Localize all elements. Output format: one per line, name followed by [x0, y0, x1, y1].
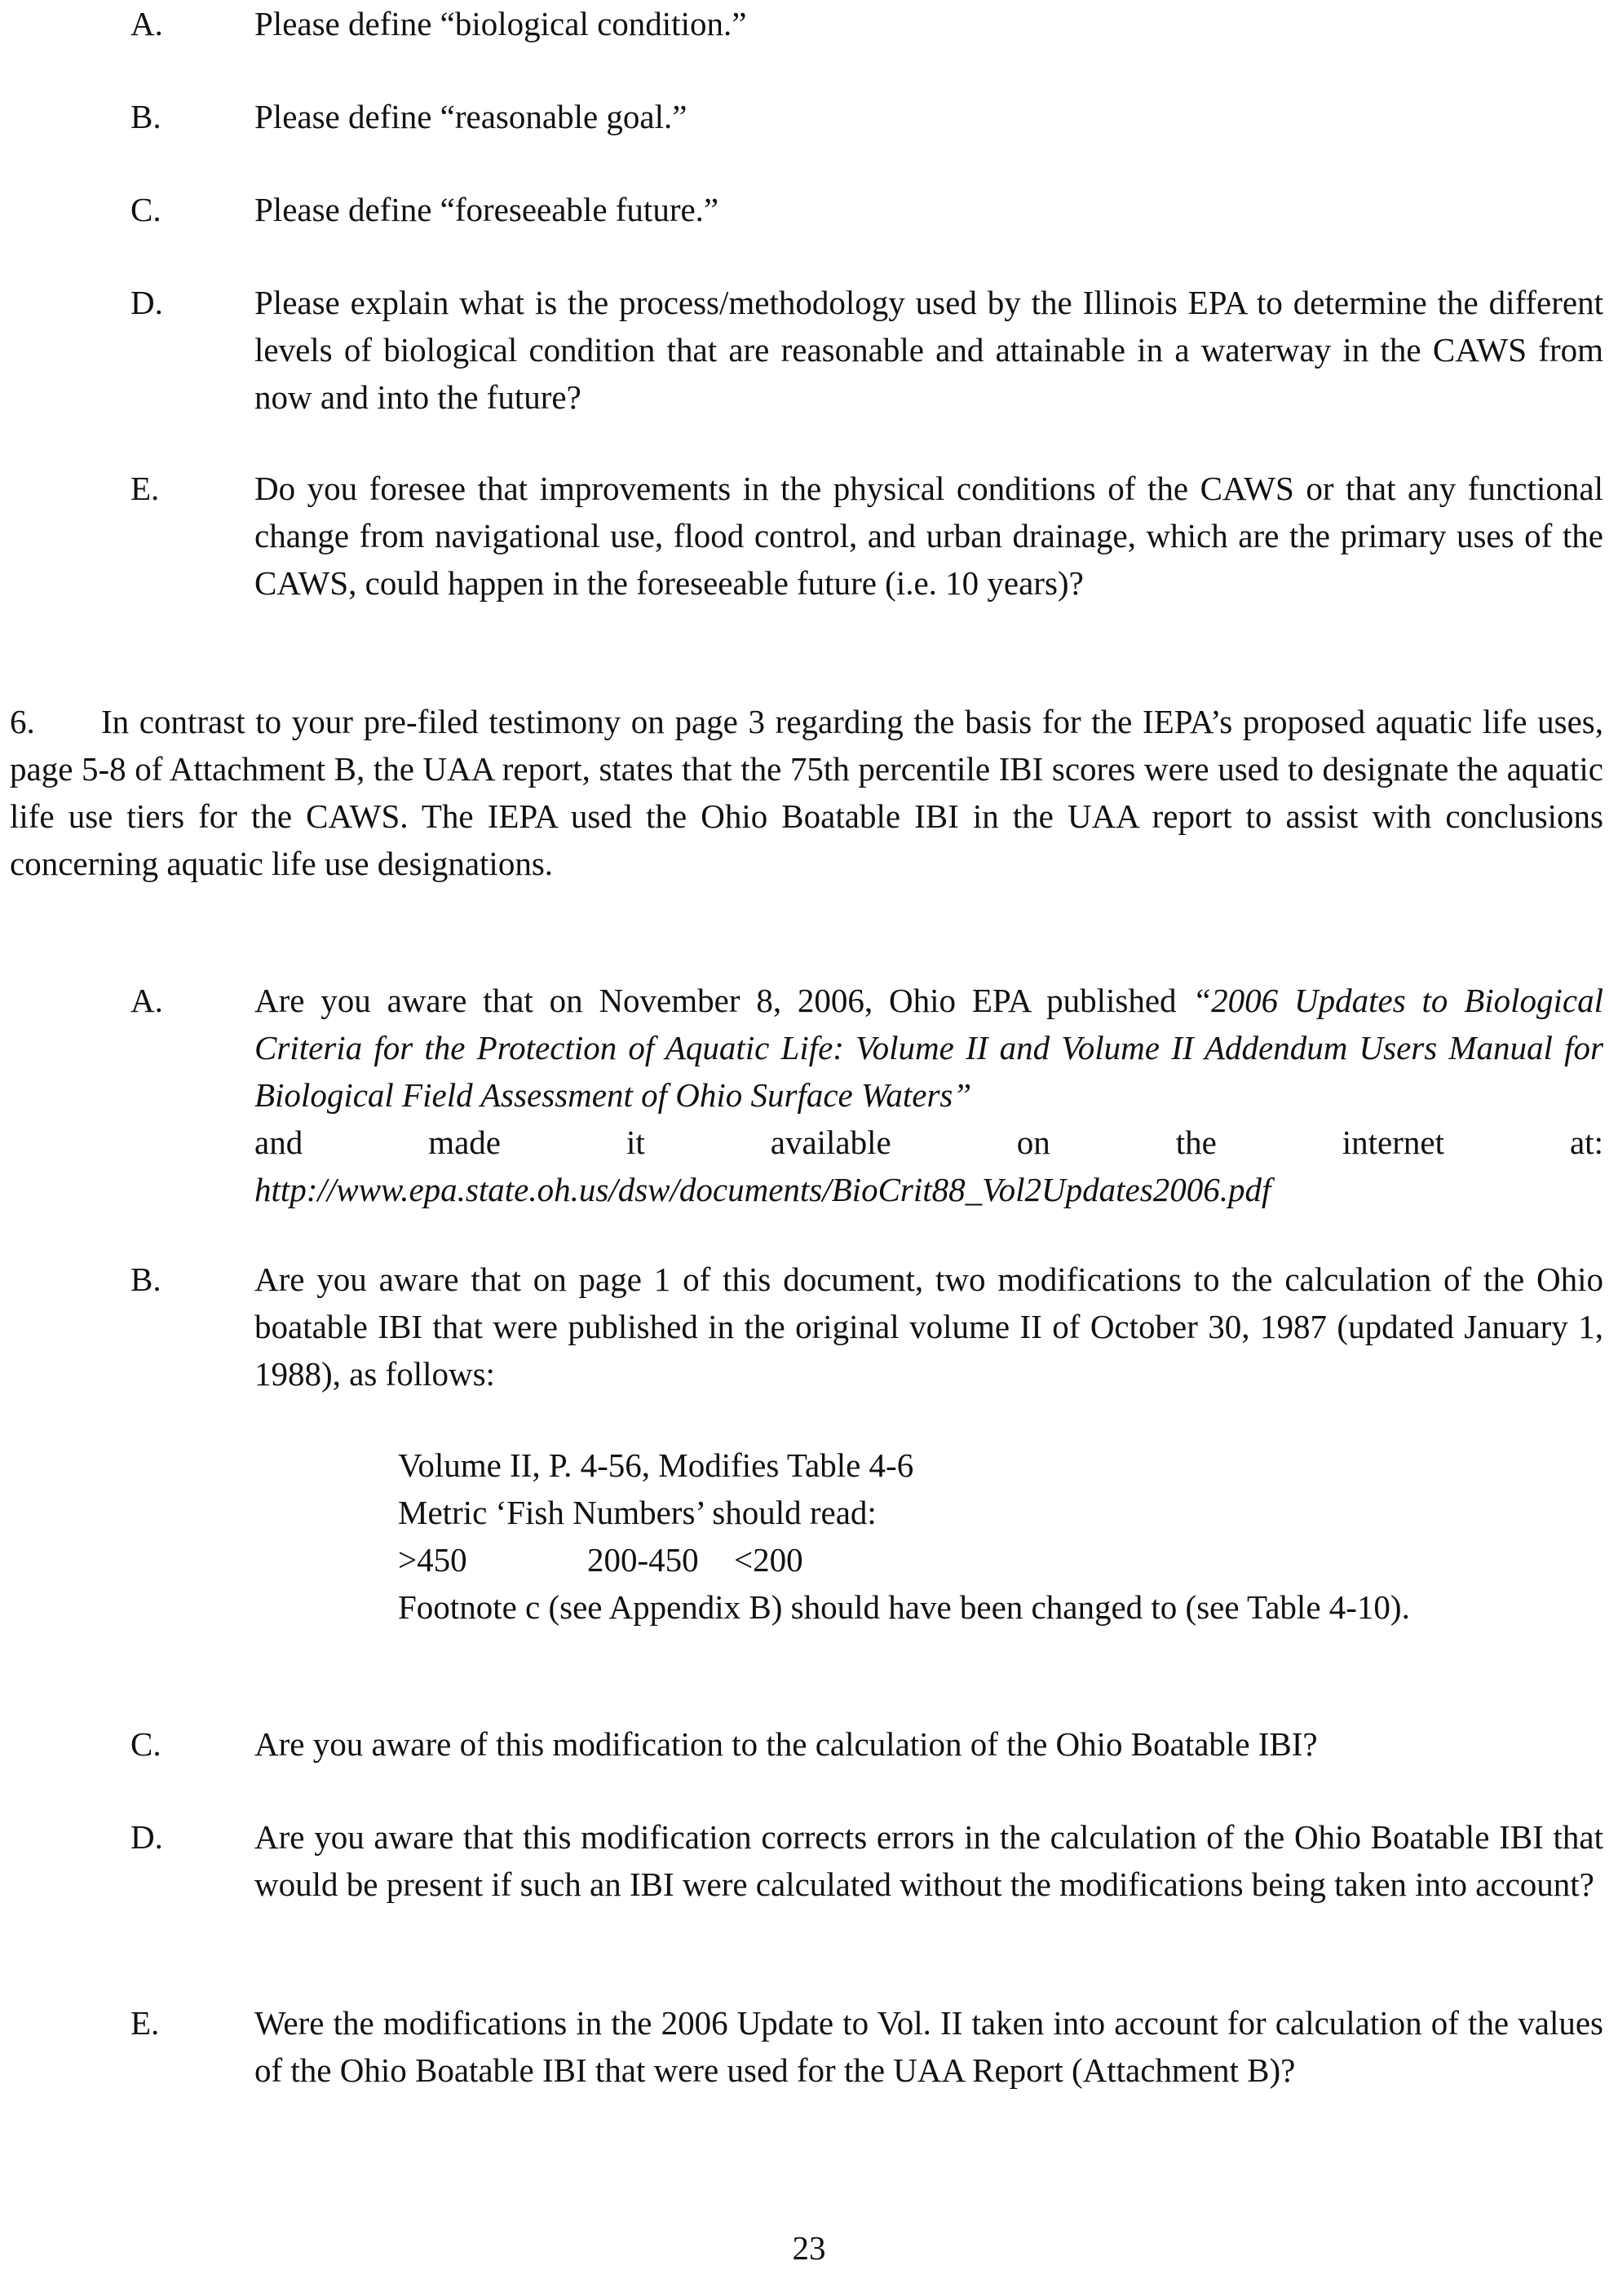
- availability-line: [254, 1119, 1603, 1166]
- item-letter: E.: [130, 2004, 160, 2042]
- word: made: [428, 1124, 501, 1161]
- page-number: 23: [792, 2229, 826, 2267]
- item-text: Were the modifications in the 2006 Update to Vol. II taken into account for calculation of the values of the Ohio Boatable IBI that were used for the UAA Report (Attachment B)?: [254, 2004, 1603, 2089]
- word: and: [254, 1124, 303, 1161]
- quote-line-1: Volume II, P. 4-56, Modifies Table 4-6: [398, 1446, 914, 1484]
- item-letter: E.: [130, 470, 160, 507]
- threshold-high: >450: [398, 1541, 467, 1578]
- item-text: Are you aware that this modification corrects errors in the calculation of the Ohio Boatable IBI that would be present if such an IBI were calculated without the modifications being taken into account?: [254, 1818, 1603, 1903]
- word: it: [626, 1124, 645, 1161]
- document-title: “2006 Updates to Biological Criteria for the Protection of Aquatic Life: Volume II and Volume II Addendum Users Manual for Biological Field Assessment of Ohio Surface Waters”: [254, 982, 1604, 1114]
- question-6: [10, 698, 1603, 887]
- question-text: In contrast to your pre-filed testimony on page 3 regarding the basis for the IEPA’s proposed aquatic life uses, page 5-8 of Attachment B, the UAA report, states that the 75th percentile IBI scores were used to designate the aquatic life use tiers for the CAWS. The IEPA used the Ohio Boatable IBI in the UAA report to assist with conclusions concerning aquatic life use designations.: [10, 703, 1603, 882]
- item-text: Do you foresee that improvements in the physical conditions of the CAWS or that any functional change from navigational use, flood control, and urban drainage, which are the primary uses of the CAWS, could happen in the foreseeable future (i.e. 10 years)?: [254, 470, 1603, 602]
- modification-quote: [398, 1442, 1605, 1631]
- threshold-mid: 200-450: [587, 1541, 699, 1578]
- item-intro: Are you aware that on November 8, 2006, Ohio EPA published: [254, 982, 1177, 1019]
- word: on: [1016, 1124, 1050, 1161]
- item-letter: C.: [130, 191, 161, 228]
- item-letter: B.: [130, 98, 161, 135]
- item-letter: A.: [130, 5, 163, 42]
- item-letter: C.: [130, 1725, 161, 1763]
- quote-line-2: Metric ‘Fish Numbers’ should read:: [398, 1494, 877, 1531]
- item-text: [254, 977, 1603, 1213]
- question-number: 6.: [10, 703, 35, 740]
- word: the: [1175, 1124, 1217, 1161]
- item-letter: B.: [130, 1261, 161, 1298]
- document-url: http://www.epa.state.oh.us/dsw/documents/BioCrit88_Vol2Updates2006.pdf: [254, 1171, 1271, 1208]
- item-letter: A.: [130, 982, 163, 1019]
- item-text: Please define “foreseeable future.”: [254, 191, 719, 228]
- item-text: Please explain what is the process/methodology used by the Illinois EPA to determine the different levels of biological condition that are reasonable and attainable in a waterway in the CAWS from now and into the future?: [254, 284, 1603, 416]
- item-letter: D.: [130, 284, 163, 321]
- fish-number-thresholds: [398, 1536, 1605, 1583]
- item-letter: D.: [130, 1818, 163, 1856]
- threshold-low: <200: [734, 1541, 803, 1578]
- item-text: Please define “biological condition.”: [254, 5, 747, 42]
- item-text: Are you aware of this modification to the calculation of the Ohio Boatable IBI?: [254, 1725, 1318, 1763]
- word: internet: [1342, 1124, 1444, 1161]
- item-text: Are you aware that on page 1 of this document, two modifications to the calculation of the Ohio boatable IBI that were published in the original volume II of October 30, 1987 (updated January 1, 1988), as follows:: [254, 1261, 1603, 1393]
- item-text: Please define “reasonable goal.”: [254, 98, 687, 135]
- word: at:: [1569, 1124, 1603, 1161]
- word: available: [770, 1124, 891, 1161]
- quote-line-4: Footnote c (see Appendix B) should have been changed to (see Table 4-10).: [398, 1588, 1410, 1626]
